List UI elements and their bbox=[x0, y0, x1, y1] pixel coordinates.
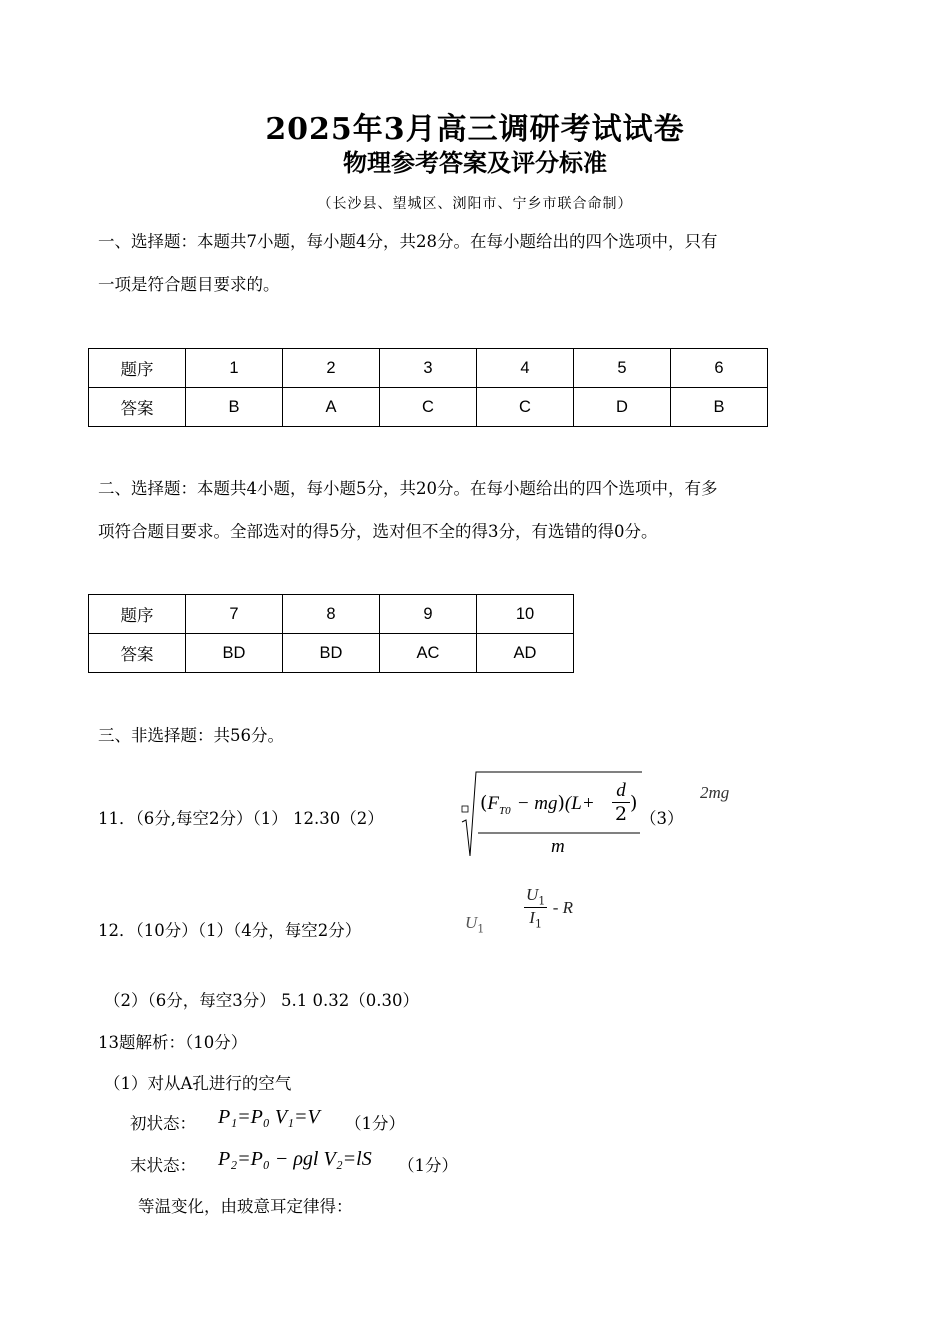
section3-heading: 三、非选择题：共56分。 bbox=[98, 726, 284, 745]
question-number: 2 bbox=[283, 349, 380, 388]
table-row bbox=[89, 634, 574, 673]
answer-cell: D bbox=[574, 388, 671, 427]
table-row bbox=[89, 388, 768, 427]
q12-answer-fraction: $\frac{U_1}{I_1}$ - R bbox=[526, 885, 573, 931]
answer-cell: BD bbox=[283, 634, 380, 673]
final-state-label: 末状态： bbox=[130, 1156, 196, 1175]
row-label: 答案 bbox=[89, 634, 186, 673]
q12-part2: （2）（6分，每空3分） 5.1 0.32（0.30） bbox=[104, 991, 419, 1010]
answer-cell: C bbox=[477, 388, 574, 427]
answer-table-1 bbox=[88, 348, 768, 427]
question-number: 4 bbox=[477, 349, 574, 388]
answer-cell: B bbox=[671, 388, 768, 427]
q13-heading: 13题解析：（10分） bbox=[98, 1033, 248, 1052]
answer-cell: C bbox=[380, 388, 477, 427]
authors-note: （长沙县、望城区、浏阳市、宁乡市联合命制） bbox=[317, 196, 633, 212]
answer-table-2 bbox=[88, 594, 574, 673]
answer-cell: BD bbox=[186, 634, 283, 673]
boyle-law-line: 等温变化，由玻意耳定律得： bbox=[138, 1197, 353, 1216]
question-number: 3 bbox=[380, 349, 477, 388]
q11-part3: （3） bbox=[640, 809, 684, 828]
q11-text: 11．（6分,每空2分）（1） 12.30（2） bbox=[98, 809, 384, 828]
section1-line1: 一、选择题：本题共7小题，每小题4分，共28分。在每小题给出的四个选项中，只有 bbox=[98, 232, 718, 251]
question-number: 6 bbox=[671, 349, 768, 388]
q12-text: 12．（10分）（1）（4分，每空2分） bbox=[98, 921, 362, 940]
table-row bbox=[89, 349, 768, 388]
initial-state-score: （1分） bbox=[345, 1114, 405, 1133]
question-number: 5 bbox=[574, 349, 671, 388]
question-number: 9 bbox=[380, 595, 477, 634]
q11-formula: $(F_{T0} - mg)(L+$ d 2 ) m bbox=[458, 770, 643, 860]
question-number: 7 bbox=[186, 595, 283, 634]
q11-answer-2mg: 2mg bbox=[700, 783, 730, 802]
answer-cell: AD bbox=[477, 634, 574, 673]
section1-line2: 一项是符合题目要求的。 bbox=[98, 275, 280, 294]
answer-cell: AC bbox=[380, 634, 477, 673]
table-row bbox=[89, 595, 574, 634]
question-number: 8 bbox=[283, 595, 380, 634]
question-number: 1 bbox=[186, 349, 283, 388]
section2-line2: 项符合题目要求。全部选对的得5分，选对但不全的得3分，有选错的得0分。 bbox=[98, 522, 658, 541]
q12-answer-u1: $U_1$ bbox=[465, 913, 485, 936]
row-label: 答案 bbox=[89, 388, 186, 427]
answer-cell: A bbox=[283, 388, 380, 427]
initial-state-equation: P₁=P₀ V₁=V bbox=[218, 1106, 320, 1128]
row-label: 题序 bbox=[89, 349, 186, 388]
section2-line1: 二、选择题：本题共4小题，每小题5分，共20分。在每小题给出的四个选项中，有多 bbox=[98, 479, 718, 498]
final-state-score: （1分） bbox=[398, 1156, 458, 1175]
document-title: 2025年3月高三调研考试试卷 bbox=[265, 112, 685, 147]
q13-part1: （1）对从A孔进行的空气 bbox=[104, 1074, 292, 1093]
row-label: 题序 bbox=[89, 595, 186, 634]
answer-cell: B bbox=[186, 388, 283, 427]
document-subtitle: 物理参考答案及评分标准 bbox=[343, 148, 607, 177]
final-state-equation: P₂=P₀ − ρgl V₂=lS bbox=[218, 1148, 372, 1170]
initial-state-label: 初状态： bbox=[130, 1114, 196, 1133]
question-number: 10 bbox=[477, 595, 574, 634]
